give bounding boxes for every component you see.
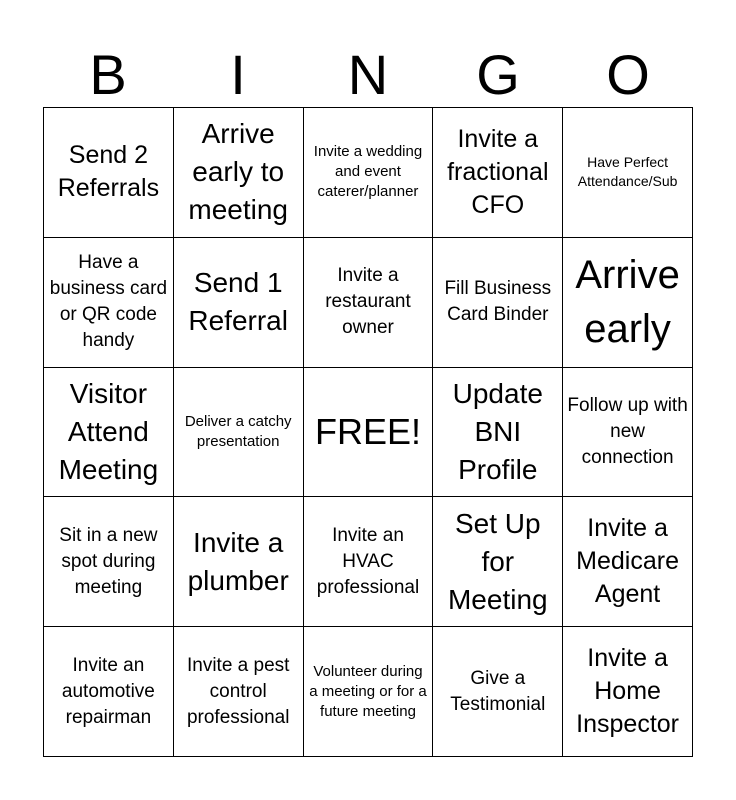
header-letter-o: O	[606, 43, 650, 106]
header-letter-n: N	[347, 43, 389, 106]
bingo-cell[interactable]: Invite a plumber	[174, 497, 304, 627]
bingo-cell[interactable]: Arrive early to meeting	[174, 108, 304, 238]
bingo-cell[interactable]: Volunteer during a meeting or for a future meeting	[304, 627, 434, 757]
bingo-cell[interactable]: Set Up for Meeting	[433, 497, 563, 627]
bingo-header	[43, 42, 693, 108]
bingo-cell[interactable]: Send 1 Referral	[174, 238, 304, 368]
bingo-cell[interactable]: Have Perfect Attendance/Sub	[563, 108, 693, 238]
bingo-cell[interactable]: Invite a pest control professional	[174, 627, 304, 757]
header-letter-b: B	[89, 43, 127, 106]
bingo-cell[interactable]: Send 2 Referrals	[44, 108, 174, 238]
bingo-cell[interactable]: Deliver a catchy presentation	[174, 368, 304, 498]
bingo-cell[interactable]: Fill Business Card Binder	[433, 238, 563, 368]
bingo-cell[interactable]: Have a business card or QR code handy	[44, 238, 174, 368]
bingo-cell[interactable]: Invite a wedding and event caterer/planner	[304, 108, 434, 238]
header-letter-i: I	[230, 43, 246, 106]
bingo-cell[interactable]: Arrive early	[563, 238, 693, 368]
free-space-cell[interactable]: FREE!	[304, 368, 434, 498]
bingo-cell[interactable]: Invite a restaurant owner	[304, 238, 434, 368]
bingo-cell[interactable]: Update BNI Profile	[433, 368, 563, 498]
bingo-cell[interactable]: Follow up with new connection	[563, 368, 693, 498]
bingo-cell[interactable]: Invite an HVAC professional	[304, 497, 434, 627]
bingo-cell[interactable]: Invite a fractional CFO	[433, 108, 563, 238]
bingo-cell[interactable]: Invite a Medicare Agent	[563, 497, 693, 627]
bingo-cell[interactable]: Give a Testimonial	[433, 627, 563, 757]
header-letter-g: G	[476, 43, 520, 106]
bingo-cell[interactable]: Invite a Home Inspector	[563, 627, 693, 757]
bingo-cell[interactable]: Invite an automotive repairman	[44, 627, 174, 757]
bingo-grid	[43, 107, 693, 757]
bingo-cell[interactable]: Sit in a new spot during meeting	[44, 497, 174, 627]
bingo-cell[interactable]: Visitor Attend Meeting	[44, 368, 174, 498]
